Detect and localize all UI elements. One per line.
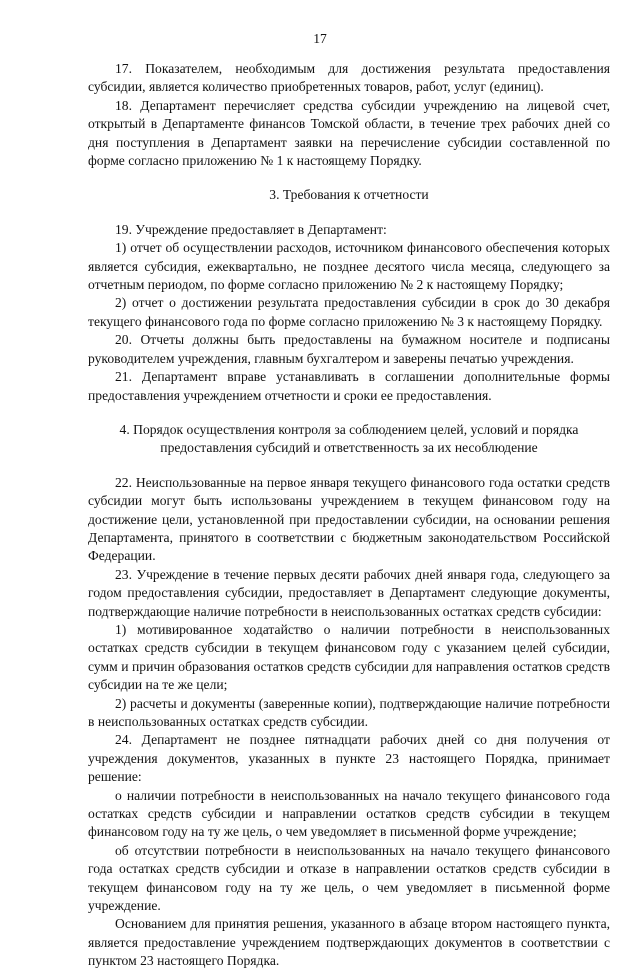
document-body — [88, 60, 610, 971]
section-4-heading — [88, 421, 610, 458]
spacer — [88, 458, 610, 474]
paragraph-23-item-2: 2) расчеты и документы (заверенные копии), подтверждающие наличие потребности в неиспользованных остатках средств субсидии. — [88, 695, 610, 729]
paragraph-18: 18. Департамент перечисляет средства субсидии учреждению на лицевой счет, открытый в Департаменте финансов Томской области, в течение трех рабочих дней со дня поступления в Департамент заявки на перечисление субсидии составленной по форме согласно приложению № 1 к настоящему Порядку. — [88, 97, 610, 169]
spacer — [88, 405, 610, 421]
paragraph-24-decision-negative: об отсутствии потребности в неиспользованных на начало текущего финансового года остатках средств субсидии и отказе в направлении остатков средств субсидии в текущем финансовом году на ту же цель, о чем уведомляет в письменной форме учреждение. — [88, 842, 610, 914]
paragraph-23-item-1: 1) мотивированное ходатайство о наличии потребности в неиспользованных остатках средств субсидии в текущем финансовом году с указанием целей субсидии, сумм и причин образования остатков средств субсидии для направления остатков средств субсидии на те же цели; — [88, 621, 610, 693]
paragraph-23: 23. Учреждение в течение первых десяти рабочих дней января года, следующего за годом предоставления субсидии, предоставляет в Департамент следующие документы, подтверждающие наличие потребности в неиспользованных остатках средств субсидии: — [88, 566, 610, 619]
paragraph-24: 24. Департамент не позднее пятнадцати рабочих дней со дня получения от учреждения документов, указанных в пункте 23 настоящего Порядка, принимает решение: — [88, 732, 610, 785]
spacer — [88, 205, 610, 221]
section-4-heading-line-1: 4. Порядок осуществления контроля за соблюдением целей, условий и порядка — [119, 421, 579, 437]
spacer — [88, 170, 610, 186]
paragraph-22: 22. Неиспользованные на первое января текущего финансового года остатки средств субсидии могут быть использованы учреждением в текущем финансовом году на достижение цели, установленной при предоставлении субсидии, на основании решения Департамента, принятого в соответствии с бюджетным законодательством Российской Федерации. — [88, 474, 610, 564]
paragraph-24-decision-positive: о наличии потребности в неиспользованных на начало текущего финансового года остатках средств субсидии и направлении остатков средств субсидии в текущем финансовом году на ту же цель, о чем уведомляет в письменной форме учреждение; — [88, 787, 610, 840]
section-3-heading: 3. Требования к отчетности — [269, 187, 429, 203]
paragraph-17: 17. Показателем, необходимым для достижения результата предоставления субсидии, является количество приобретенных товаров, работ, услуг (единиц). — [88, 61, 610, 95]
section-4-heading-line-2: предоставления субсидий и ответственность за их несоблюдение — [160, 440, 538, 456]
paragraph-19-item-2: 2) отчет о достижении результата предоставления субсидии в срок до 30 декабря текущего финансового года по форме согласно приложению № 3 к настоящему Порядку. — [88, 295, 610, 329]
paragraph-24-basis: Основанием для принятия решения, указанного в абзаце втором настоящего пункта, является предоставление учреждением подтверждающих документов в соответствии с пунктом 23 настоящего Порядка. — [88, 916, 610, 969]
paragraph-21: 21. Департамент вправе устанавливать в соглашении дополнительные формы предоставления учреждением отчетности и сроки ее предоставления. — [88, 369, 610, 403]
paragraph-20: 20. Отчеты должны быть предоставлены на бумажном носителе и подписаны руководителем учреждения, главным бухгалтером и заверены печатью учреждения. — [88, 332, 610, 366]
paragraph-19-item-1: 1) отчет об осуществлении расходов, источником финансового обеспечения которых является субсидия, ежеквартально, не позднее десятого числа месяца, следующего за отчетным периодом, по форме согласно приложению № 2 к настоящему Порядку; — [88, 240, 610, 293]
page-number: 17 — [313, 31, 327, 46]
paragraph-19: 19. Учреждение предоставляет в Департамент: — [115, 221, 387, 237]
